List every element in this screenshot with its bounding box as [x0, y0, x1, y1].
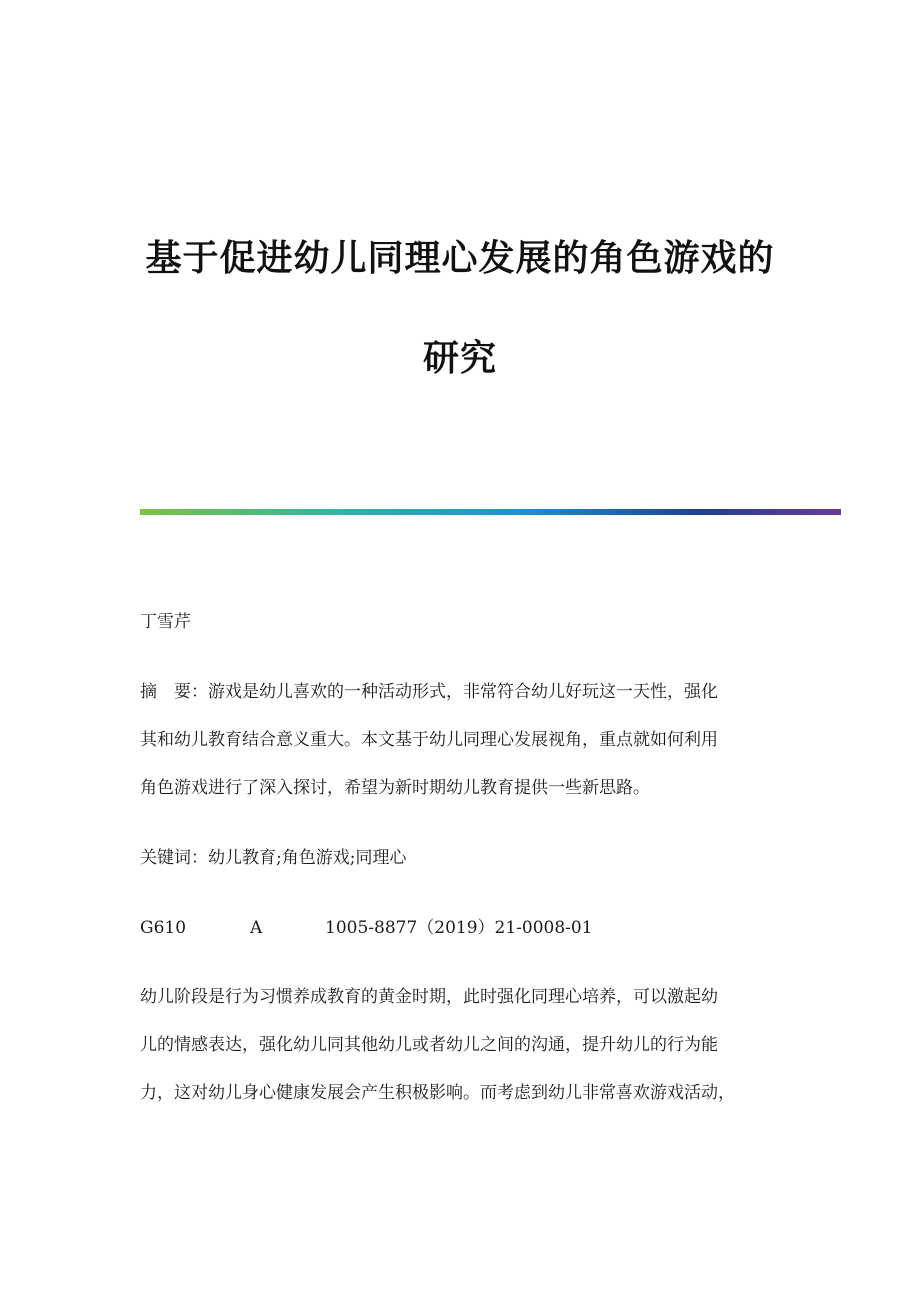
gradient-divider: [140, 509, 841, 515]
document-code: A: [250, 918, 263, 938]
article-number: 1005-8877（2019）21-0008-01: [325, 918, 593, 938]
keywords-line: 关键词：幼儿教育;角色游戏;同理心: [140, 848, 407, 868]
author-name: 丁雪芹: [140, 612, 191, 632]
body-line-3: 力，这对幼儿身心健康发展会产生积极影响。而考虑到幼儿非常喜欢游戏活动，: [140, 1083, 735, 1103]
abstract-line-1: 摘 要：游戏是幼儿喜欢的一种活动形式，非常符合幼儿好玩这一天性，强化: [140, 682, 718, 702]
abstract-line-3: 角色游戏进行了深入探讨，希望为新时期幼儿教育提供一些新思路。: [140, 778, 650, 798]
page-title-line-1: 基于促进幼儿同理心发展的角色游戏的: [145, 238, 775, 279]
abstract-line-2: 其和幼儿教育结合意义重大。本文基于幼儿同理心发展视角，重点就如何利用: [140, 730, 718, 750]
clc-number: G610: [140, 918, 187, 938]
body-line-1: 幼儿阶段是行为习惯养成教育的黄金时期，此时强化同理心培养，可以激起幼: [140, 987, 718, 1007]
body-line-2: 儿的情感表达，强化幼儿同其他幼儿或者幼儿之间的沟通，提升幼儿的行为能: [140, 1035, 718, 1055]
page-title-line-2: 研究: [422, 338, 497, 379]
